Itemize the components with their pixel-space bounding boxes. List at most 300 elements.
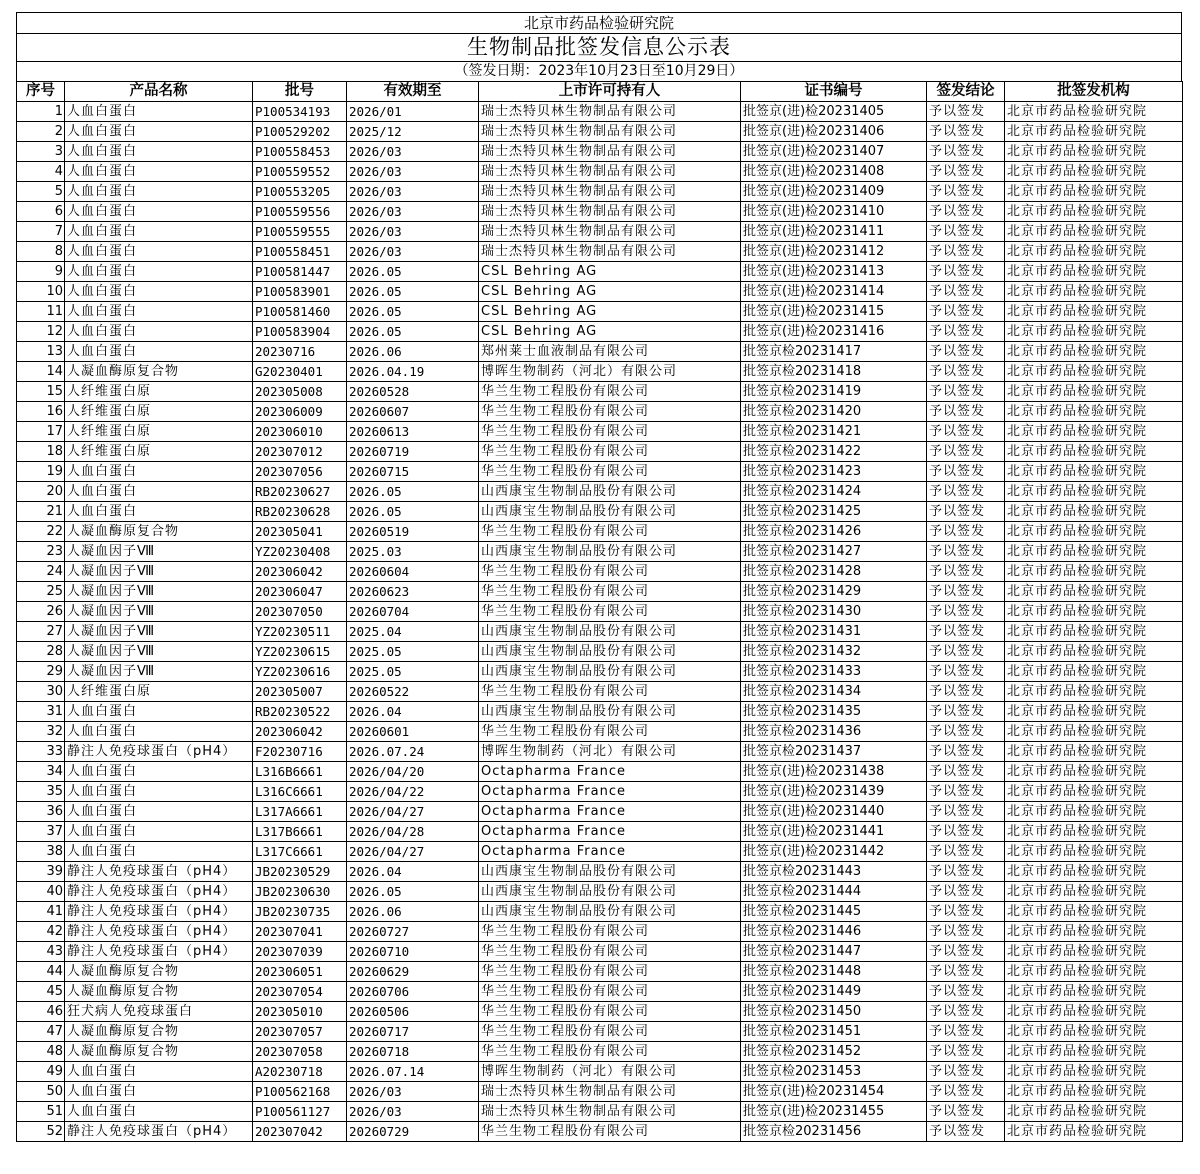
conclusion-cell: 予以签发: [927, 1002, 1005, 1022]
issuing-agency-cell: 北京市药品检验研究院: [1005, 522, 1183, 542]
product-name-cell: 人纤维蛋白原: [65, 402, 253, 422]
certificate-number-cell: 批签京检20231443: [741, 862, 927, 882]
product-name-cell: 人血白蛋白: [65, 342, 253, 362]
conclusion-cell: 予以签发: [927, 622, 1005, 642]
batch-number-cell: 202306010: [253, 422, 347, 442]
row-number-cell: 13: [17, 342, 65, 362]
table-row: [17, 402, 1183, 422]
product-name-cell: 人血白蛋白: [65, 222, 253, 242]
license-holder-cell: 山西康宝生物制品股份有限公司: [479, 662, 741, 682]
conclusion-cell: 予以签发: [927, 242, 1005, 262]
license-holder-cell: 瑞士杰特贝林生物制品有限公司: [479, 1102, 741, 1122]
certificate-number-cell: 批签京检20231444: [741, 882, 927, 902]
batch-number-cell: P100581447: [253, 262, 347, 282]
certificate-number-cell: 批签京检20231420: [741, 402, 927, 422]
conclusion-cell: 予以签发: [927, 742, 1005, 762]
license-holder-cell: 博晖生物制药（河北）有限公司: [479, 362, 741, 382]
license-holder-cell: Octapharma France: [479, 782, 741, 802]
license-holder-cell: CSL Behring AG: [479, 322, 741, 342]
header-row: [17, 82, 1183, 102]
issuing-agency-cell: 北京市药品检验研究院: [1005, 482, 1183, 502]
table-row: [17, 362, 1183, 382]
license-holder-cell: 华兰生物工程股份有限公司: [479, 1042, 741, 1062]
product-name-cell: 人血白蛋白: [65, 162, 253, 182]
row-number-cell: 9: [17, 262, 65, 282]
product-name-cell: 人血白蛋白: [65, 1062, 253, 1082]
expiry-date-cell: 2026/03: [347, 242, 479, 262]
conclusion-cell: 予以签发: [927, 122, 1005, 142]
license-holder-cell: 华兰生物工程股份有限公司: [479, 522, 741, 542]
batch-number-cell: P100558451: [253, 242, 347, 262]
certificate-number-cell: 批签京检20231428: [741, 562, 927, 582]
batch-number-cell: 202307057: [253, 1022, 347, 1042]
conclusion-cell: 予以签发: [927, 362, 1005, 382]
table-row: [17, 882, 1183, 902]
table-row: [17, 762, 1183, 782]
conclusion-cell: 予以签发: [927, 782, 1005, 802]
conclusion-cell: 予以签发: [927, 662, 1005, 682]
conclusion-cell: 予以签发: [927, 1082, 1005, 1102]
expiry-date-cell: 20260729: [347, 1122, 479, 1142]
row-number-cell: 48: [17, 1042, 65, 1062]
table-row: [17, 382, 1183, 402]
table-row: [17, 862, 1183, 882]
license-holder-cell: 华兰生物工程股份有限公司: [479, 382, 741, 402]
table-row: [17, 1062, 1183, 1082]
row-number-cell: 36: [17, 802, 65, 822]
batch-number-cell: 20230716: [253, 342, 347, 362]
table-row: [17, 742, 1183, 762]
expiry-date-cell: 2026.05: [347, 882, 479, 902]
batch-number-cell: P100559555: [253, 222, 347, 242]
expiry-date-cell: 2025.03: [347, 542, 479, 562]
expiry-date-cell: 20260519: [347, 522, 479, 542]
issuing-agency-cell: 北京市药品检验研究院: [1005, 602, 1183, 622]
expiry-date-cell: 2026/03: [347, 1082, 479, 1102]
table-row: [17, 802, 1183, 822]
header-cell: 批号: [253, 82, 347, 102]
license-holder-cell: 华兰生物工程股份有限公司: [479, 582, 741, 602]
certificate-number-cell: 批签京(进)检20231455: [741, 1102, 927, 1122]
row-number-cell: 18: [17, 442, 65, 462]
table-row: [17, 562, 1183, 582]
conclusion-cell: 予以签发: [927, 302, 1005, 322]
issuing-agency-cell: 北京市药品检验研究院: [1005, 782, 1183, 802]
conclusion-cell: 予以签发: [927, 762, 1005, 782]
row-number-cell: 1: [17, 102, 65, 122]
conclusion-cell: 予以签发: [927, 862, 1005, 882]
table-row: [17, 622, 1183, 642]
org-title: 北京市药品检验研究院: [16, 12, 1182, 33]
row-number-cell: 29: [17, 662, 65, 682]
batch-number-cell: 202306051: [253, 962, 347, 982]
expiry-date-cell: 2026/04/20: [347, 762, 479, 782]
certificate-number-cell: 批签京(进)检20231416: [741, 322, 927, 342]
certificate-number-cell: 批签京检20231445: [741, 902, 927, 922]
certificate-number-cell: 批签京检20231456: [741, 1122, 927, 1142]
header-cell: 上市许可持有人: [479, 82, 741, 102]
batch-number-cell: L316B6661: [253, 762, 347, 782]
license-holder-cell: 山西康宝生物制品股份有限公司: [479, 702, 741, 722]
row-number-cell: 24: [17, 562, 65, 582]
issuing-agency-cell: 北京市药品检验研究院: [1005, 562, 1183, 582]
conclusion-cell: 予以签发: [927, 822, 1005, 842]
table-row: [17, 602, 1183, 622]
license-holder-cell: 华兰生物工程股份有限公司: [479, 442, 741, 462]
certificate-number-cell: 批签京检20231426: [741, 522, 927, 542]
expiry-date-cell: 20260607: [347, 402, 479, 422]
license-holder-cell: 华兰生物工程股份有限公司: [479, 1002, 741, 1022]
certificate-number-cell: 批签京检20231450: [741, 1002, 927, 1022]
license-holder-cell: 山西康宝生物制品股份有限公司: [479, 862, 741, 882]
conclusion-cell: 予以签发: [927, 702, 1005, 722]
expiry-date-cell: 2025.05: [347, 662, 479, 682]
license-holder-cell: 山西康宝生物制品股份有限公司: [479, 542, 741, 562]
license-holder-cell: 山西康宝生物制品股份有限公司: [479, 642, 741, 662]
release-table: [16, 81, 1183, 1142]
table-row: [17, 162, 1183, 182]
certificate-number-cell: 批签京检20231431: [741, 622, 927, 642]
issuing-agency-cell: 北京市药品检验研究院: [1005, 922, 1183, 942]
row-number-cell: 11: [17, 302, 65, 322]
license-holder-cell: 博晖生物制药（河北）有限公司: [479, 1062, 741, 1082]
certificate-number-cell: 批签京检20231421: [741, 422, 927, 442]
product-name-cell: 人血白蛋白: [65, 822, 253, 842]
row-number-cell: 16: [17, 402, 65, 422]
row-number-cell: 47: [17, 1022, 65, 1042]
table-row: [17, 102, 1183, 122]
certificate-number-cell: 批签京检20231447: [741, 942, 927, 962]
expiry-date-cell: 2025/12: [347, 122, 479, 142]
conclusion-cell: 予以签发: [927, 1022, 1005, 1042]
expiry-date-cell: 20260623: [347, 582, 479, 602]
issuing-agency-cell: 北京市药品检验研究院: [1005, 882, 1183, 902]
issuing-agency-cell: 北京市药品检验研究院: [1005, 402, 1183, 422]
expiry-date-cell: 20260719: [347, 442, 479, 462]
table-row: [17, 1022, 1183, 1042]
certificate-number-cell: 批签京(进)检20231408: [741, 162, 927, 182]
expiry-date-cell: 2026.04: [347, 862, 479, 882]
expiry-date-cell: 2026.04.19: [347, 362, 479, 382]
conclusion-cell: 予以签发: [927, 1062, 1005, 1082]
certificate-number-cell: 批签京(进)检20231442: [741, 842, 927, 862]
conclusion-cell: 予以签发: [927, 182, 1005, 202]
expiry-date-cell: 2026.05: [347, 262, 479, 282]
expiry-date-cell: 2026.05: [347, 302, 479, 322]
license-holder-cell: 瑞士杰特贝林生物制品有限公司: [479, 182, 741, 202]
product-name-cell: 人纤维蛋白原: [65, 382, 253, 402]
certificate-number-cell: 批签京检20231418: [741, 362, 927, 382]
product-name-cell: 人血白蛋白: [65, 782, 253, 802]
license-holder-cell: Octapharma France: [479, 802, 741, 822]
product-name-cell: 静注人免疫球蛋白（pH4）: [65, 862, 253, 882]
expiry-date-cell: 2026/03: [347, 182, 479, 202]
issuing-agency-cell: 北京市药品检验研究院: [1005, 502, 1183, 522]
expiry-date-cell: 2026/01: [347, 102, 479, 122]
issuing-agency-cell: 北京市药品检验研究院: [1005, 382, 1183, 402]
header-cell: 批签发机构: [1005, 82, 1183, 102]
product-name-cell: 静注人免疫球蛋白（pH4）: [65, 942, 253, 962]
row-number-cell: 14: [17, 362, 65, 382]
certificate-number-cell: 批签京检20231417: [741, 342, 927, 362]
batch-number-cell: L317A6661: [253, 802, 347, 822]
license-holder-cell: 华兰生物工程股份有限公司: [479, 682, 741, 702]
expiry-date-cell: 20260601: [347, 722, 479, 742]
row-number-cell: 19: [17, 462, 65, 482]
issuing-agency-cell: 北京市药品检验研究院: [1005, 282, 1183, 302]
table-row: [17, 222, 1183, 242]
product-name-cell: 人血白蛋白: [65, 322, 253, 342]
conclusion-cell: 予以签发: [927, 102, 1005, 122]
issuing-agency-cell: 北京市药品检验研究院: [1005, 622, 1183, 642]
expiry-date-cell: 20260604: [347, 562, 479, 582]
table-row: [17, 582, 1183, 602]
license-holder-cell: 瑞士杰特贝林生物制品有限公司: [479, 1082, 741, 1102]
conclusion-cell: 予以签发: [927, 962, 1005, 982]
certificate-number-cell: 批签京(进)检20231407: [741, 142, 927, 162]
batch-number-cell: A20230718: [253, 1062, 347, 1082]
table-row: [17, 302, 1183, 322]
license-holder-cell: CSL Behring AG: [479, 282, 741, 302]
certificate-number-cell: 批签京(进)检20231410: [741, 202, 927, 222]
conclusion-cell: 予以签发: [927, 282, 1005, 302]
conclusion-cell: 予以签发: [927, 882, 1005, 902]
expiry-date-cell: 2025.05: [347, 642, 479, 662]
row-number-cell: 23: [17, 542, 65, 562]
license-holder-cell: 华兰生物工程股份有限公司: [479, 942, 741, 962]
batch-number-cell: 202307041: [253, 922, 347, 942]
issuing-agency-cell: 北京市药品检验研究院: [1005, 542, 1183, 562]
row-number-cell: 27: [17, 622, 65, 642]
table-row: [17, 922, 1183, 942]
product-name-cell: 人血白蛋白: [65, 102, 253, 122]
table-row: [17, 942, 1183, 962]
table-row: [17, 842, 1183, 862]
license-holder-cell: 华兰生物工程股份有限公司: [479, 962, 741, 982]
certificate-number-cell: 批签京检20231425: [741, 502, 927, 522]
conclusion-cell: 予以签发: [927, 722, 1005, 742]
issuing-agency-cell: 北京市药品检验研究院: [1005, 842, 1183, 862]
conclusion-cell: 予以签发: [927, 642, 1005, 662]
row-number-cell: 46: [17, 1002, 65, 1022]
product-name-cell: 人血白蛋白: [65, 802, 253, 822]
conclusion-cell: 予以签发: [927, 322, 1005, 342]
conclusion-cell: 予以签发: [927, 382, 1005, 402]
expiry-date-cell: 20260727: [347, 922, 479, 942]
product-name-cell: 人凝血因子Ⅷ: [65, 642, 253, 662]
license-holder-cell: 瑞士杰特贝林生物制品有限公司: [479, 202, 741, 222]
product-name-cell: 静注人免疫球蛋白（pH4）: [65, 882, 253, 902]
certificate-number-cell: 批签京(进)检20231406: [741, 122, 927, 142]
certificate-number-cell: 批签京(进)检20231412: [741, 242, 927, 262]
issuing-agency-cell: 北京市药品检验研究院: [1005, 1002, 1183, 1022]
certificate-number-cell: 批签京检20231424: [741, 482, 927, 502]
conclusion-cell: 予以签发: [927, 502, 1005, 522]
table-row: [17, 782, 1183, 802]
product-name-cell: 人纤维蛋白原: [65, 442, 253, 462]
batch-number-cell: 202307050: [253, 602, 347, 622]
license-holder-cell: 华兰生物工程股份有限公司: [479, 1122, 741, 1142]
certificate-number-cell: 批签京(进)检20231439: [741, 782, 927, 802]
issuing-agency-cell: 北京市药品检验研究院: [1005, 242, 1183, 262]
batch-number-cell: JB20230630: [253, 882, 347, 902]
conclusion-cell: 予以签发: [927, 842, 1005, 862]
document-sheet: [16, 12, 1182, 1142]
expiry-date-cell: 2026/04/28: [347, 822, 479, 842]
conclusion-cell: 予以签发: [927, 142, 1005, 162]
license-holder-cell: 郑州莱士血液制品有限公司: [479, 342, 741, 362]
batch-number-cell: G20230401: [253, 362, 347, 382]
product-name-cell: 人血白蛋白: [65, 242, 253, 262]
header-cell: 序号: [17, 82, 65, 102]
table-row: [17, 522, 1183, 542]
issuing-agency-cell: 北京市药品检验研究院: [1005, 162, 1183, 182]
issuing-agency-cell: 北京市药品检验研究院: [1005, 1082, 1183, 1102]
product-name-cell: 静注人免疫球蛋白（pH4）: [65, 902, 253, 922]
issuing-agency-cell: 北京市药品检验研究院: [1005, 1102, 1183, 1122]
conclusion-cell: 予以签发: [927, 1102, 1005, 1122]
batch-number-cell: RB20230628: [253, 502, 347, 522]
license-holder-cell: 华兰生物工程股份有限公司: [479, 562, 741, 582]
expiry-date-cell: 2026/04/27: [347, 802, 479, 822]
row-number-cell: 38: [17, 842, 65, 862]
expiry-date-cell: 2026.07.24: [347, 742, 479, 762]
certificate-number-cell: 批签京(进)检20231454: [741, 1082, 927, 1102]
certificate-number-cell: 批签京(进)检20231409: [741, 182, 927, 202]
table-row: [17, 642, 1183, 662]
table-row: [17, 1002, 1183, 1022]
row-number-cell: 40: [17, 882, 65, 902]
expiry-date-cell: 20260715: [347, 462, 479, 482]
batch-number-cell: P100581460: [253, 302, 347, 322]
product-name-cell: 人血白蛋白: [65, 202, 253, 222]
expiry-date-cell: 2026.04: [347, 702, 479, 722]
batch-number-cell: 202307054: [253, 982, 347, 1002]
license-holder-cell: 瑞士杰特贝林生物制品有限公司: [479, 162, 741, 182]
table-row: [17, 702, 1183, 722]
certificate-number-cell: 批签京检20231435: [741, 702, 927, 722]
issuing-agency-cell: 北京市药品检验研究院: [1005, 442, 1183, 462]
row-number-cell: 10: [17, 282, 65, 302]
certificate-number-cell: 批签京检20231453: [741, 1062, 927, 1082]
batch-number-cell: RB20230522: [253, 702, 347, 722]
license-holder-cell: 华兰生物工程股份有限公司: [479, 602, 741, 622]
row-number-cell: 22: [17, 522, 65, 542]
batch-number-cell: P100583901: [253, 282, 347, 302]
row-number-cell: 43: [17, 942, 65, 962]
row-number-cell: 42: [17, 922, 65, 942]
product-name-cell: 人血白蛋白: [65, 122, 253, 142]
product-name-cell: 狂犬病人免疫球蛋白: [65, 1002, 253, 1022]
row-number-cell: 21: [17, 502, 65, 522]
product-name-cell: 静注人免疫球蛋白（pH4）: [65, 742, 253, 762]
issuing-agency-cell: 北京市药品检验研究院: [1005, 302, 1183, 322]
issuing-agency-cell: 北京市药品检验研究院: [1005, 822, 1183, 842]
row-number-cell: 7: [17, 222, 65, 242]
row-number-cell: 51: [17, 1102, 65, 1122]
product-name-cell: 人凝血酶原复合物: [65, 982, 253, 1002]
row-number-cell: 8: [17, 242, 65, 262]
license-holder-cell: 华兰生物工程股份有限公司: [479, 922, 741, 942]
expiry-date-cell: 20260717: [347, 1022, 479, 1042]
product-name-cell: 人血白蛋白: [65, 282, 253, 302]
certificate-number-cell: 批签京检20231427: [741, 542, 927, 562]
expiry-date-cell: 2026.07.14: [347, 1062, 479, 1082]
issuing-agency-cell: 北京市药品检验研究院: [1005, 742, 1183, 762]
batch-number-cell: YZ20230408: [253, 542, 347, 562]
expiry-date-cell: 2026.05: [347, 482, 479, 502]
product-name-cell: 人凝血因子Ⅷ: [65, 562, 253, 582]
product-name-cell: 人凝血酶原复合物: [65, 962, 253, 982]
expiry-date-cell: 20260528: [347, 382, 479, 402]
row-number-cell: 37: [17, 822, 65, 842]
table-row: [17, 202, 1183, 222]
certificate-number-cell: 批签京检20231422: [741, 442, 927, 462]
product-name-cell: 人血白蛋白: [65, 702, 253, 722]
batch-number-cell: P100583904: [253, 322, 347, 342]
issuing-agency-cell: 北京市药品检验研究院: [1005, 642, 1183, 662]
product-name-cell: 人凝血酶原复合物: [65, 1022, 253, 1042]
conclusion-cell: 予以签发: [927, 202, 1005, 222]
row-number-cell: 39: [17, 862, 65, 882]
row-number-cell: 50: [17, 1082, 65, 1102]
expiry-date-cell: 2026/04/22: [347, 782, 479, 802]
row-number-cell: 4: [17, 162, 65, 182]
table-row: [17, 1042, 1183, 1062]
table-row: [17, 822, 1183, 842]
table-row: [17, 982, 1183, 1002]
batch-number-cell: L317B6661: [253, 822, 347, 842]
license-holder-cell: 山西康宝生物制品股份有限公司: [479, 482, 741, 502]
issuing-agency-cell: 北京市药品检验研究院: [1005, 202, 1183, 222]
row-number-cell: 44: [17, 962, 65, 982]
row-number-cell: 3: [17, 142, 65, 162]
conclusion-cell: 予以签发: [927, 1122, 1005, 1142]
expiry-date-cell: 2026/03: [347, 222, 479, 242]
product-name-cell: 人血白蛋白: [65, 1082, 253, 1102]
certificate-number-cell: 批签京检20231451: [741, 1022, 927, 1042]
table-row: [17, 722, 1183, 742]
issuing-agency-cell: 北京市药品检验研究院: [1005, 762, 1183, 782]
batch-number-cell: L317C6661: [253, 842, 347, 862]
table-row: [17, 662, 1183, 682]
certificate-number-cell: 批签京检20231437: [741, 742, 927, 762]
certificate-number-cell: 批签京检20231434: [741, 682, 927, 702]
product-name-cell: 人凝血酶原复合物: [65, 362, 253, 382]
expiry-date-cell: 2026/04/27: [347, 842, 479, 862]
table-row: [17, 682, 1183, 702]
row-number-cell: 12: [17, 322, 65, 342]
license-holder-cell: Octapharma France: [479, 842, 741, 862]
batch-number-cell: 202306042: [253, 562, 347, 582]
issuing-agency-cell: 北京市药品检验研究院: [1005, 462, 1183, 482]
certificate-number-cell: 批签京检20231430: [741, 602, 927, 622]
certificate-number-cell: 批签京(进)检20231415: [741, 302, 927, 322]
table-row: [17, 322, 1183, 342]
product-name-cell: 人血白蛋白: [65, 142, 253, 162]
certificate-number-cell: 批签京检20231419: [741, 382, 927, 402]
license-holder-cell: 博晖生物制药（河北）有限公司: [479, 742, 741, 762]
row-number-cell: 2: [17, 122, 65, 142]
conclusion-cell: 予以签发: [927, 522, 1005, 542]
certificate-number-cell: 批签京检20231433: [741, 662, 927, 682]
product-name-cell: 人凝血酶原复合物: [65, 522, 253, 542]
row-number-cell: 25: [17, 582, 65, 602]
certificate-number-cell: 批签京检20231446: [741, 922, 927, 942]
table-row: [17, 902, 1183, 922]
batch-number-cell: 202305010: [253, 1002, 347, 1022]
certificate-number-cell: 批签京检20231449: [741, 982, 927, 1002]
